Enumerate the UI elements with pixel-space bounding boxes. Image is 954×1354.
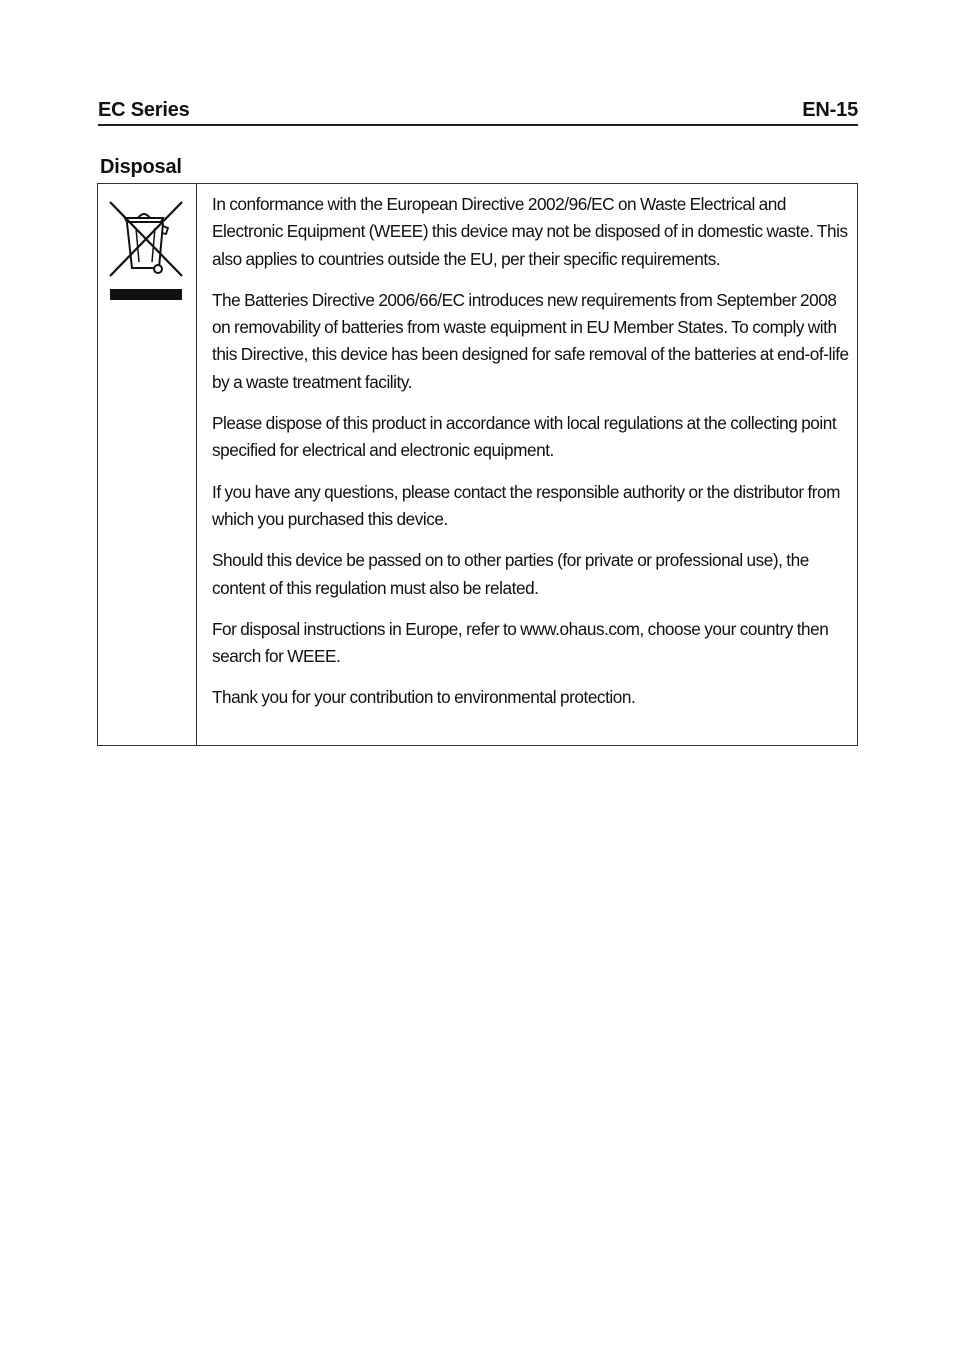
paragraph-questions: If you have any questions, please contact the responsible authority or the distributor from which you purchased this device.: [212, 481, 841, 529]
paragraph-weee-directive: In conformance with the European Directive 2002/96/EC on Waste Electrical and Electronic Equipment (WEEE) this device may not be disposed of in domestic waste. This also applies to countries outside the EU, per their specific requirements.: [212, 194, 848, 269]
disposal-table: [97, 183, 858, 746]
paragraph-thank-you: Thank you for your contribution to environmental protection.: [212, 687, 636, 708]
crossed-out-wheelie-bin-icon: [108, 198, 184, 302]
section-title: Disposal: [100, 156, 182, 178]
paragraph-local-regulations: Please dispose of this product in accordance with local regulations at the collecting point specified for electrical and electronic equipment.: [212, 413, 837, 461]
paragraph-disposal-instructions: For disposal instructions in Europe, refer to www.ohaus.com, choose your country then search for WEEE.: [212, 618, 829, 667]
paragraph-batteries-directive: The Batteries Directive 2006/66/EC introduces new requirements from September 2008 on removability of batteries from waste equipment in EU Member States. To comply with this Directive, this device has been designed for safe removal of the batteries at end-of-life by a waste treatment facility.: [212, 289, 849, 392]
disposal-text: [212, 191, 854, 726]
icon-cell: [98, 184, 197, 745]
page-number: EN-15: [802, 99, 858, 121]
document-title: EC Series: [98, 99, 190, 121]
page-header: [98, 98, 858, 126]
paragraph-other-parties: Should this device be passed on to other parties (for private or professional use), the content of this regulation must also be related.: [212, 550, 809, 598]
